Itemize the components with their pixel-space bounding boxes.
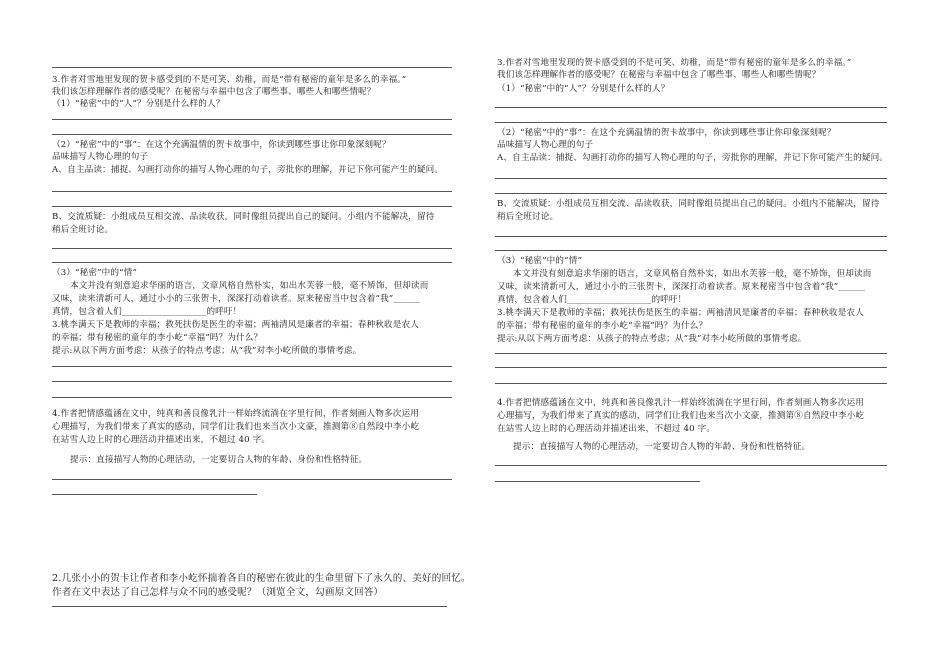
answer-line [52, 262, 452, 263]
answer-line [52, 381, 452, 382]
answer-line [52, 248, 452, 249]
question-3-subtitle: 我们该怎样理解作者的感受呢？在秘密与幸福中包含了哪些事、哪些人和哪些情呢？ [52, 87, 376, 97]
emotion-paragraph: 又味，读来清新可人，通过小小的三张贺卡，深深打动着读者。原来秘密当中包含着“我”______ [497, 282, 866, 292]
question-4: 心理描写，为我们带来了真实的感动，同学们让我们也来当次小文豪，推测第⑧自然段中李小屹 [497, 411, 865, 421]
question-3b: 3.桃李满天下是教师的幸福；救死扶伤是医生的幸福；两袖清风是廉者的幸福；春种秋收是农人 [497, 308, 864, 318]
answer-line [52, 397, 452, 398]
emotion-paragraph: 又味，读来清新可人，通过小小的三张贺卡，深深打动着读者。原来秘密当中包含着“我”______ [52, 294, 421, 304]
question-3-part-1: （1）“秘密”中的“人”？分别是什么样的人？ [52, 99, 225, 109]
question-4: 4.作者把情感蕴涵在文中，纯真和善良像乳汁一样始终流淌在字里行间，作者刻画人物多次运用 [497, 398, 864, 408]
question-4: 在站雪人边上时的心理活动并描述出来，不超过 40 字。 [497, 424, 716, 434]
answer-line [495, 250, 887, 251]
emotion-paragraph: 真情，包含着人们___________________的呼吁！ [52, 307, 242, 317]
instruction-b-cont: 稍后全班讨论。 [497, 212, 559, 222]
answer-line [495, 236, 887, 237]
question-3-subtitle: 我们该怎样理解作者的感受呢？在秘密与幸福中包含了哪些事、哪些人和哪些情呢？ [497, 70, 821, 80]
question-3-part-2: （2）“秘密”中的“事”：在这个充满温情的贺卡故事中，你读到哪些事让你印象深刻呢？ [497, 128, 836, 138]
question-4: 心理描写，为我们带来了真实的感动，同学们让我们也来当次小文豪，推测第⑧自然段中李小屹 [52, 422, 420, 432]
answer-line [52, 119, 452, 120]
answer-line [52, 134, 452, 135]
answer-line [495, 178, 887, 179]
question-3-part-3: （3）“秘密”中的“情” [52, 268, 137, 278]
hint-text: 提示:从以下两方面考虑：从孩子的特点考虑；从“我”对李小屹所做的事情考虑。 [52, 346, 362, 356]
answer-line [495, 107, 887, 108]
question-2: 作者在文中表达了自己怎样与众不同的感受呢？（浏览全文，勾画原文回答） [52, 587, 384, 598]
emotion-paragraph: 本文并没有刻意追求华丽的语言，文章风格自然朴实，如出水芙蓉一般，毫不矫饰，但却读而 [513, 269, 872, 279]
question-3-part-2: （2）“秘密”中的“事”：在这个充满温情的贺卡故事中，你读到哪些事让你印象深刻呢？ [52, 140, 391, 150]
hint-text: 提示:从以下两方面考虑：从孩子的特点考虑；从“我”对李小屹所做的事情考虑。 [497, 334, 807, 344]
answer-line [495, 122, 887, 123]
answer-line [52, 67, 452, 68]
question-3b: 的幸福；带有秘密的童年的李小屹“幸福”吗？为什么？ [52, 333, 263, 343]
instruction-a: A、自主品读：捕捉、勾画打动你的描写人物心理的句子，旁批你的理解，并记下你可能产生的疑问。 [497, 153, 889, 163]
instruction-b-cont: 稍后全班讨论。 [52, 225, 114, 235]
question-2: 2.几张小小的贺卡让作者和李小屹怀揣着各自的秘密在彼此的生命里留下了永久的、美好的回忆。 [52, 573, 471, 584]
question-3b: 的幸福；带有秘密的童年的李小屹“幸福”吗？为什么？ [497, 321, 708, 331]
answer-line [495, 193, 887, 194]
answer-line [52, 494, 257, 495]
instruction-b: B、交流质疑：小组成员互相交流、品读收获，同时像组员提出自己的疑问。小组内不能解决，留待 [497, 199, 880, 209]
answer-line [495, 367, 887, 368]
answer-line [495, 383, 887, 384]
question-3b: 3.桃李满天下是教师的幸福；救死扶伤是医生的幸福；两袖清风是廉者的幸福；春种秋收是农人 [52, 320, 419, 330]
answer-line [52, 366, 452, 367]
instruction-a: A、自主品读：捕捉、勾画打动你的描写人物心理的句子，旁批你的理解，并记下你可能产生的疑问。 [52, 165, 444, 175]
answer-line [495, 481, 700, 482]
question-4-hint: 提示：直接描写人物的心理活动，一定要切合人物的年龄、身份和性格特征。 [70, 455, 368, 465]
answer-line [52, 191, 452, 192]
question-3-title: 3.作者对雪地里发现的贺卡感受到的不是可笑、幼稚，而是“带有秘密的童年是多么的幸福。” [497, 58, 852, 68]
answer-line [495, 353, 887, 354]
question-4-hint: 提示：直接描写人物的心理活动，一定要切合人物的年龄、身份和性格特征。 [513, 442, 811, 452]
question-4: 在站雪人边上时的心理活动并描述出来，不超过 40 字。 [52, 435, 271, 445]
right-worksheet-column [475, 0, 950, 671]
answer-line [52, 606, 447, 607]
answer-line [52, 206, 452, 207]
question-3-part-3: （3）“秘密”中的“情” [497, 256, 582, 266]
question-3-title: 3.作者对雪地里发现的贺卡感受到的不是可笑、幼稚，而是“带有秘密的童年是多么的幸福。” [52, 75, 407, 85]
section-heading: 品味描写人物心理的句子 [497, 140, 594, 150]
answer-line [52, 479, 452, 480]
emotion-paragraph: 真情，包含着人们___________________的呼吁！ [497, 295, 687, 305]
question-3-part-1: （1）“秘密”中的“人”？分别是什么样的人？ [497, 84, 670, 94]
question-4: 4.作者把情感蕴涵在文中，纯真和善良像乳汁一样始终流淌在字里行间，作者刻画人物多次运用 [52, 409, 419, 419]
section-heading: 品味描写人物心理的句子 [52, 152, 149, 162]
answer-line [495, 465, 887, 466]
emotion-paragraph: 本文并没有刻意追求华丽的语言，文章风格自然朴实，如出水芙蓉一般，毫不矫饰，但却读而 [70, 281, 429, 291]
instruction-b: B、交流质疑：小组成员互相交流、品读收获，同时像组员提出自己的疑问。小组内不能解决，留待 [52, 212, 435, 222]
